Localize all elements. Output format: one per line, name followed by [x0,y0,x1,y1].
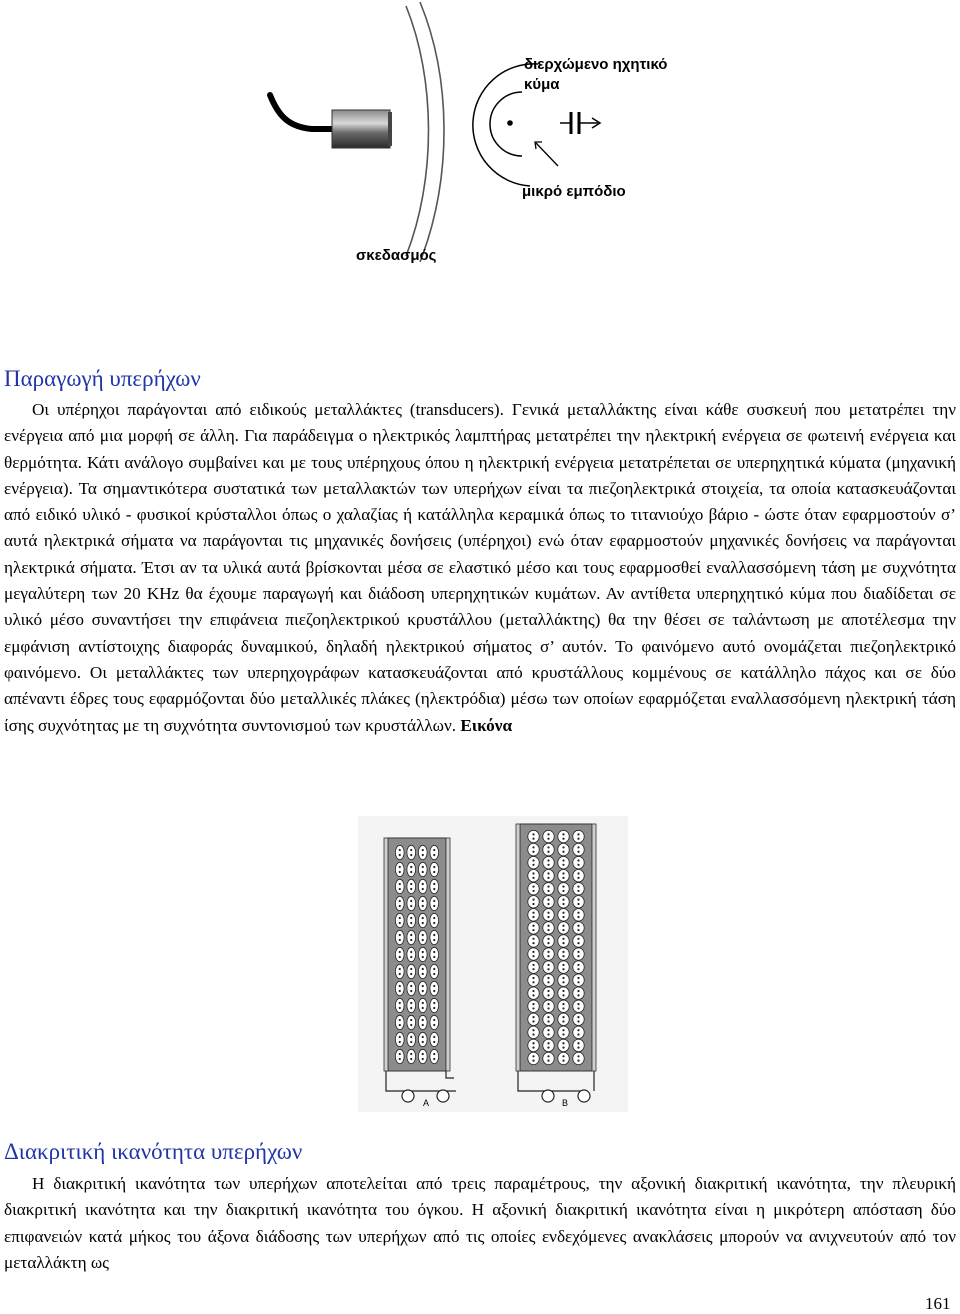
crystal-dipole [558,1000,569,1012]
sentence: Γενικά μεταλλάκτης είναι κάθε συσκευή που μετατρέπει την ενέργεια από μια μορφή σε άλλη. [4,400,957,446]
crystal-dipole [573,883,584,895]
crystal-dipole [430,913,439,927]
crystal-dipole [543,1039,554,1051]
crystal-dipole [528,974,539,986]
crystal-dipole [543,935,554,947]
crystal-dipole [573,935,584,947]
section-title-resolution: Διακριτική ικανότητα υπερήχων [4,1139,303,1164]
label-scattering: σκεδασμός [356,247,437,264]
crystal-dipole [558,1039,569,1051]
crystal-dipole [543,961,554,973]
crystal-dipole [430,862,439,876]
crystal-dipole [558,1013,569,1025]
crystal-dipole [430,1032,439,1046]
wavefront-2 [420,2,444,262]
paragraph-resolution [4,1171,956,1276]
crystal-column-b [516,824,596,1071]
crystal-dipole [558,922,569,934]
crystal-dipole [573,843,584,855]
crystal-dipole [418,1049,427,1063]
crystal-dipole [543,909,554,921]
crystal-dipole [430,1015,439,1029]
crystal-dipole [395,879,404,893]
crystal-diagram [358,816,628,1112]
crystal-dipole [395,964,404,978]
crystal-dipole [528,896,539,908]
crystal-dipole [543,1052,554,1064]
crystal-dipole [528,909,539,921]
crystal-dipole [558,883,569,895]
label-transmitted-wave: διερχώμενο ηχητικό κύμα [524,56,668,93]
crystal-dipole [430,964,439,978]
ultrasound-probe [332,110,390,148]
sentence: Έτσι αν τα υλικά αυτά βρίσκονται μέσα σε ελαστικό μέσο και τους εφαρμοσθεί εναλλασσόμενη τάση με συχνότητα μεγαλύτερη των 20 KHz θα έχουμε παραγωγή και διάδοση υπερηχητικών κυμάτων. [4,557,956,604]
crystal-dipole [558,974,569,986]
crystal-dipole [543,1026,554,1038]
crystal-dipole [418,845,427,859]
sentence: Η διακριτική ικανότητα των υπερήχων αποτελείται από τρεις παραμέτρους, την αξονική διακριτική ικανότητα, την πλευρική διακριτική ικανότητα και την διακριτική ικανότητα του όγκου. [4,1174,956,1220]
crystal-dipole [573,922,584,934]
crystal-dipole [418,947,427,961]
crystal-dipole [573,909,584,921]
sentence: Οι μεταλλάκτες των υπερηχογράφων κατασκευάζονται από κρυστάλλους κομμένους σε κατάλληλο πάχος και σε δύο απέναντι έδρες τους εφαρμόζονται δύο μεταλλικές πλάκες (ηλεκτρόδια) μέσω των οποίων εφαρμόζεται εναλλασσόμενη ηλεκτρική τάση ίσης συχνότητας με τη συχνότητα συντονισμού των κρυστάλλων. [4,662,957,735]
obstacle-dot [507,120,513,126]
sentence: Αν αντίθετα υπερηχητικό κύμα που διαδίδεται σε υλικό μέσο συναντήσει την επιφάνεια πιεζοηλεκτρικού κρυστάλλου (μεταλλάκτης) θα την θέσει σε ταλάντωση με αποτέλεσμα την εμφάνιση αντίστοιχης διαφοράς δυναμικού, δηλαδή ηλεκτρικού σήματος σ’ αυτόν. [4,584,956,656]
crystal-dipole [395,845,404,859]
crystal-dipole [528,830,539,842]
crystal-dipole [418,862,427,876]
paragraph-production [4,397,956,739]
crystal-dipole [407,913,416,927]
label-small-obstacle: μικρό εμπόδιο [522,183,626,200]
crystal-dipole [418,896,427,910]
crystal-dipole [430,845,439,859]
crystal-dipole [573,869,584,881]
crystal-dipole [543,869,554,881]
crystal-dipole [418,981,427,995]
crystal-dipole [407,1015,416,1029]
crystal-dipole [543,974,554,986]
sentence: Για παράδειγμα ο ηλεκτρικός λαμπτήρας μετατρέπει την ηλεκτρική ενέργεια σε φωτεινή ενέργεια και θερμότητα. [4,426,956,472]
crystal-dipole [558,896,569,908]
crystal-dipole [430,896,439,910]
crystal-dipole [528,1013,539,1025]
crystal-dipole [395,1015,404,1029]
crystal-dipole [395,947,404,961]
crystal-dipole [573,948,584,960]
crystal-dipole [558,948,569,960]
crystal-dipole [430,930,439,944]
scattering-diagram [260,0,720,280]
crystal-dipole [573,961,584,973]
crystal-dipole [528,843,539,855]
crystal-dipole [418,879,427,893]
crystal-dipole [407,1032,416,1046]
crystal-dipole [543,1000,554,1012]
crystal-dipole [395,998,404,1012]
crystal-dipole [418,913,427,927]
crystal-dipole [558,987,569,999]
crystal-dipole [558,1026,569,1038]
crystal-dipole [528,883,539,895]
crystal-dipole [407,947,416,961]
crystal-dipole [558,961,569,973]
crystal-dipole [528,987,539,999]
crystal-dipole [430,879,439,893]
crystal-dipole [407,862,416,876]
crystal-dipole [543,896,554,908]
crystal-dipole [543,948,554,960]
scatter-arc-inner [490,92,522,156]
sentence: Οι υπέρηχοι παράγονται από ειδικούς μεταλλάκτες (transducers). [32,400,504,419]
crystal-column-a [384,838,450,1071]
crystal-dipole [573,1013,584,1025]
crystal-dipole [558,856,569,868]
crystal-dipole [543,843,554,855]
crystal-dipole [395,896,404,910]
crystal-dipole [528,948,539,960]
crystal-label-b: B [562,1098,569,1108]
crystal-dipole [395,1049,404,1063]
crystal-dipole [528,1000,539,1012]
crystal-dipole [558,869,569,881]
crystal-dipole [528,856,539,868]
crystal-dipole [418,930,427,944]
crystal-dipole [528,961,539,973]
figure-reference: Εικόνα [460,715,513,735]
crystal-dipole [543,922,554,934]
crystal-dipole [395,981,404,995]
crystal-dipole [573,1052,584,1064]
crystal-dipole [543,1013,554,1025]
sentence: Το φαινόμενο αυτό ονομάζεται πιεζοηλεκτρικό φαινόμενο. [4,636,956,682]
crystal-dipole [573,830,584,842]
crystal-dipole [558,935,569,947]
crystal-dipole [573,1000,584,1012]
section-title-production: Παραγωγή υπερήχων [4,366,201,391]
crystal-dipole [407,998,416,1012]
crystal-dipole [407,845,416,859]
crystal-dipole [418,1015,427,1029]
crystal-dipole [543,883,554,895]
crystal-dipole [430,1049,439,1063]
crystal-dipole [528,935,539,947]
crystal-dipole [407,964,416,978]
crystal-dipole [407,1049,416,1063]
obstacle-arrow [536,143,558,166]
crystal-dipole [407,879,416,893]
sentence: Η αξονική διακριτική ικανότητα είναι η μικρότερη απόσταση δύο επιφανειών κατά μήκος του άξονα διάδοσης των υπερήχων από τις οποίες ενδεχόμενες ανακλάσεις μπορούν να ανιχνευτούν από τον μεταλλάκτη ως [4,1200,956,1272]
crystal-dipole [430,998,439,1012]
crystal-dipole [418,964,427,978]
crystal-dipole [528,1026,539,1038]
crystal-dipole [573,896,584,908]
crystal-dipole [543,830,554,842]
crystal-dipole [418,998,427,1012]
page-number: 161 [925,1294,951,1313]
crystal-dipole [395,930,404,944]
crystal-dipole [528,869,539,881]
crystal-dipole [558,843,569,855]
probe-cable [270,95,335,129]
crystal-dipole [573,974,584,986]
crystal-dipole [558,830,569,842]
crystal-label-a: A [423,1098,430,1108]
crystal-dipole [543,856,554,868]
crystal-dipole [573,987,584,999]
crystal-dipole [573,1026,584,1038]
crystal-dipole [407,896,416,910]
crystal-dipole [528,1039,539,1051]
sentence: Τα σημαντικότερα συστατικά των μεταλλακτών των υπερήχων είναι τα πιεζοηλεκτρικά στοιχεία, τα οποία κατασκευάζονται από ειδικό υλικό - φυσικοί κρύσταλλοι όπως ο χαλαζίας ή κατάλληλα κεραμικά όπως το τιτανιούχο βάριο - ώστε όταν εφαρμοστούν σ’ αυτά ηλεκτρικά σήματα να παράγονται τις μηχανικές δονήσεις (υπέρηχοι) ενώ όταν εφαρμοστούν μηχανικές δονήσεις να παράγονται ηλεκτρικά σήματα. [4,478,956,577]
crystal-dipole [395,862,404,876]
wavefront-1 [406,6,429,256]
crystal-dipole [558,1052,569,1064]
crystal-dipole [430,981,439,995]
crystal-dipole [407,930,416,944]
crystal-figure [358,816,628,1112]
crystal-dipole [573,1039,584,1051]
crystal-dipole [407,981,416,995]
crystal-dipole [395,913,404,927]
crystal-dipole [558,909,569,921]
sentence: Κάτι ανάλογο συμβαίνει και με τους υπέρηχους όπου η ηλεκτρική ενέργεια μετατρέπεται σε υπερηχητικά κύματα (μηχανική ενέργεια). [4,452,956,498]
crystal-dipole [418,1032,427,1046]
crystal-dipole [543,987,554,999]
crystal-dipole [395,1032,404,1046]
crystal-dipole [573,856,584,868]
crystal-dipole [528,1052,539,1064]
crystal-dipole [528,922,539,934]
crystal-dipole [430,947,439,961]
scattering-figure [260,0,720,280]
